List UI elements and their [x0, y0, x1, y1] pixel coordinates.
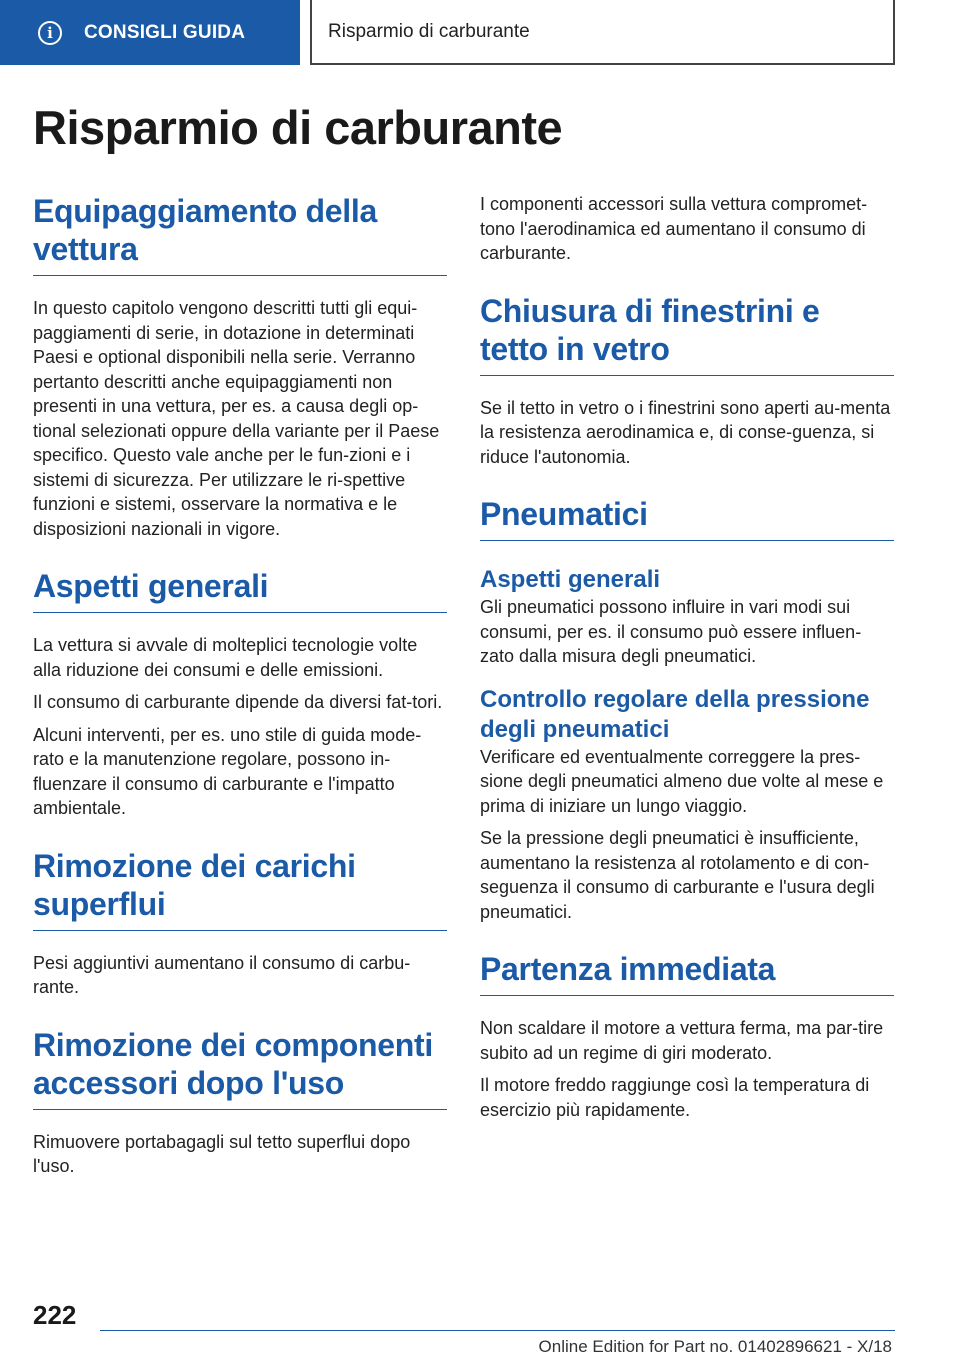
paragraph: In questo capitolo vengono descritti tutti gli equi-paggiamenti di serie, in dotazione in determinati Paesi e optional disponibili nella serie. Verranno pertanto descritti anche equipaggiamenti non presenti in una vettura, per es. a causa degli op-tional selezionati oppure della variante per il Paese specifico. Questo vale anche per le fun-zioni e i sistemi di sicurezza. Per utilizzare le ri-spettive funzioni e sistemi, osservare la normativa e le disposizioni nazionali in vigore. [33, 298, 440, 539]
paragraph: Rimuovere portabagagli sul tetto superflui dopo l'uso. [33, 1131, 411, 1176]
edition-info: Online Edition for Part no. 01402896621 - X/18 [538, 1337, 892, 1356]
paragraph: I componenti accessori sulla vettura compromet-tono l'aerodinamica ed aumentano il consumo di carburante. [480, 194, 868, 263]
section-title: Risparmio di carburante [328, 20, 530, 42]
paragraph: La vettura si avvale di molteplici tecnologie volte alla riduzione dei consumi e delle emissioni. [33, 635, 418, 680]
paragraph: Pesi aggiuntivi aumentano il consumo di carbu-rante. [33, 952, 411, 997]
paragraph: Il motore freddo raggiunge così la temperatura di esercizio più rapidamente. [480, 1075, 870, 1120]
right-column [480, 192, 894, 1122]
paragraph: Verificare ed eventualmente correggere la pres-sione degli pneumatici almeno due volte al mese e prima di iniziare un lungo viaggio. [480, 746, 884, 816]
info-icon: i [38, 21, 62, 45]
page-number: 222 [33, 1300, 77, 1330]
chapter-label: CONSIGLI GUIDA [84, 21, 246, 43]
heading-equipaggiamento: Equipaggiamento della vettura [33, 192, 447, 276]
section-header [310, 0, 895, 65]
heading-aspetti-generali: Aspetti generali [33, 567, 447, 613]
subheading-aspetti-generali: Aspetti generali [480, 566, 661, 593]
left-column [33, 192, 447, 1179]
paragraph: Il consumo di carburante dipende da diversi fat-tori. [33, 692, 443, 712]
heading-pneumatici: Pneumatici [480, 495, 894, 541]
paragraph: Se il tetto in vetro o i finestrini sono aperti au-menta la resistenza aerodinamica e, di conse-guenza, si riduce l'autonomia. [480, 397, 891, 467]
heading-rimozione-componenti: Rimozione dei componenti accessori dopo l'uso [33, 1026, 447, 1110]
paragraph: Se la pressione degli pneumatici è insufficiente, aumentano la resistenza al rotolamento e di con-seguenza il consumo di carburante e l'usura degli pneumatici. [480, 828, 875, 922]
page-title: Risparmio di carburante [33, 101, 563, 154]
subheading-controllo-pressione: Controllo regolare della pressione degli pneumatici [480, 685, 870, 743]
heading-rimozione-carichi: Rimozione dei carichi superflui [33, 847, 447, 931]
chapter-badge [0, 0, 300, 65]
heading-partenza-immediata: Partenza immediata [480, 950, 894, 996]
footer-divider [100, 1330, 895, 1331]
paragraph: Gli pneumatici possono influire in vari modi sui consumi, per es. il consumo può essere influen-zato dalla misura degli pneumatici. [480, 597, 862, 666]
paragraph: Alcuni interventi, per es. uno stile di guida mode-rato e la manutenzione regolare, possono in-fluenzare il consumo di carburante e l'impatto ambientale. [33, 724, 422, 818]
heading-chiusura-finestrini: Chiusura di finestrini e tetto in vetro [480, 292, 894, 376]
paragraph: Non scaldare il motore a vettura ferma, ma par-tire subito ad un regime di giri moderato. [480, 1018, 884, 1063]
